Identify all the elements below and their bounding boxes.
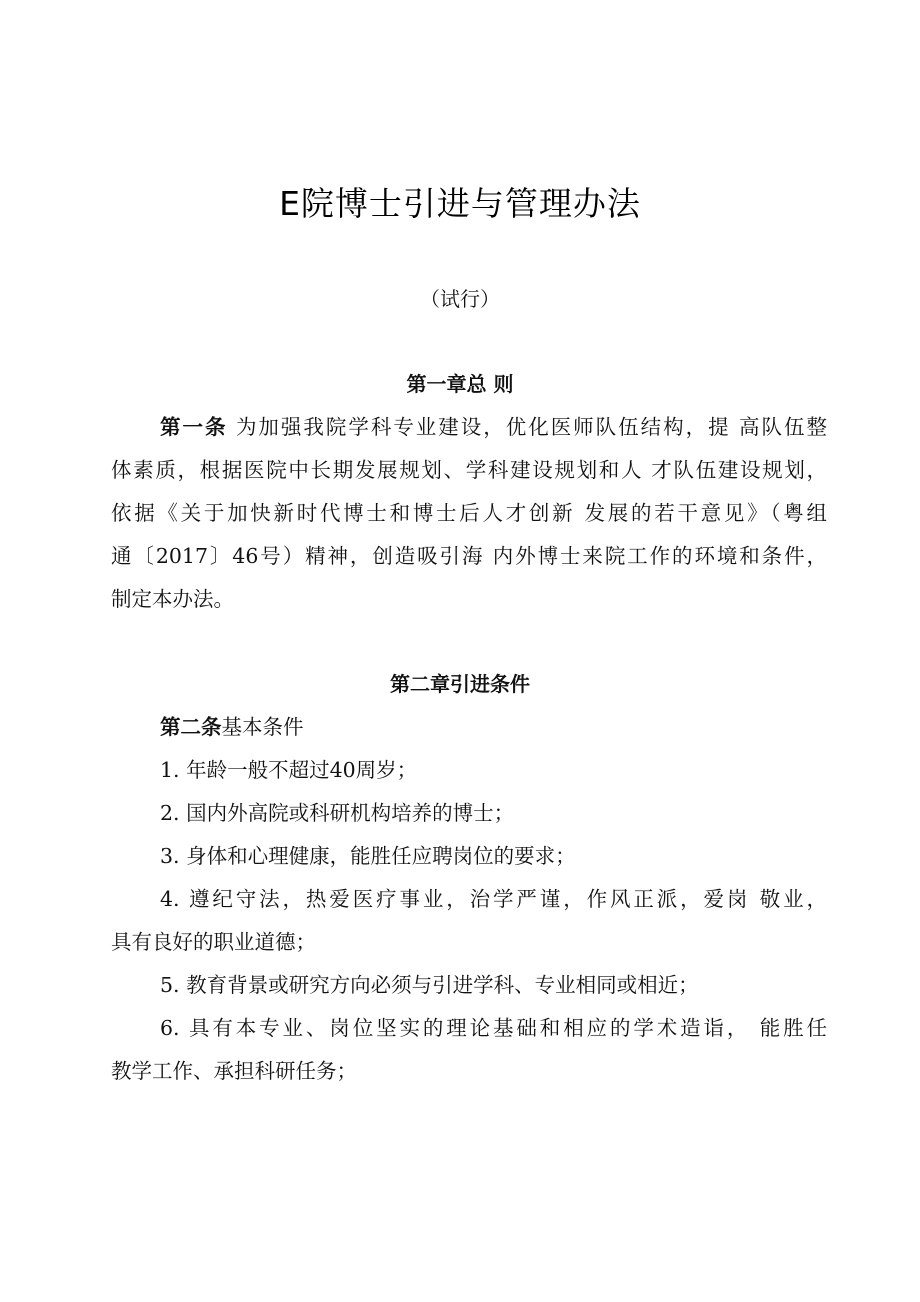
- document-subtitle: （试行）: [420, 287, 500, 311]
- article-1-line: 依据《关于加快新时代博士和博士后人才创新 发展的若干意见》（粤组: [111, 501, 827, 525]
- list-item: 4. 遵纪守法，热爱医疗事业，治学严谨，作风正派，爱岗 敬业，: [160, 887, 827, 911]
- list-item: 3. 身体和心理健康，能胜任应聘岗位的要求；: [160, 844, 576, 868]
- list-item: 6. 具有本专业、岗位坚实的理论基础和相应的学术造诣， 能胜任: [160, 1016, 827, 1040]
- article-1-line: 体素质，根据医院中长期发展规划、学科建设规划和人 才队伍建设规划，: [111, 458, 827, 482]
- list-item: 2. 国内外高院或科研机构培养的博士；: [160, 801, 515, 825]
- article-1-label: 第一条: [160, 415, 228, 439]
- article-2-label: 第二条: [160, 715, 222, 739]
- document-title: E院博士引进与管理办法: [279, 184, 641, 223]
- list-item: 1. 年龄一般不超过40周岁；: [160, 758, 418, 782]
- article-1-line: 通〔2017〕46号）精神，创造吸引海 内外博士来院工作的环境和条件，: [111, 544, 827, 568]
- chapter-2-heading: 第二章引进条件: [390, 672, 530, 696]
- article-1-line: 第一条 为加强我院学科专业建设，优化医师队伍结构，提 高队伍整: [160, 415, 827, 439]
- list-item-continuation: 教学工作、承担科研任务；: [111, 1059, 357, 1083]
- article-2-heading: 第二条基本条件: [160, 715, 304, 739]
- list-item: 5. 教育背景或研究方向必须与引进学科、专业相同或相近；: [160, 973, 699, 997]
- chapter-1-heading: 第一章总 则: [406, 372, 514, 396]
- list-item-continuation: 具有良好的职业道德；: [111, 930, 316, 954]
- article-1-line: 制定本办法。: [111, 587, 234, 611]
